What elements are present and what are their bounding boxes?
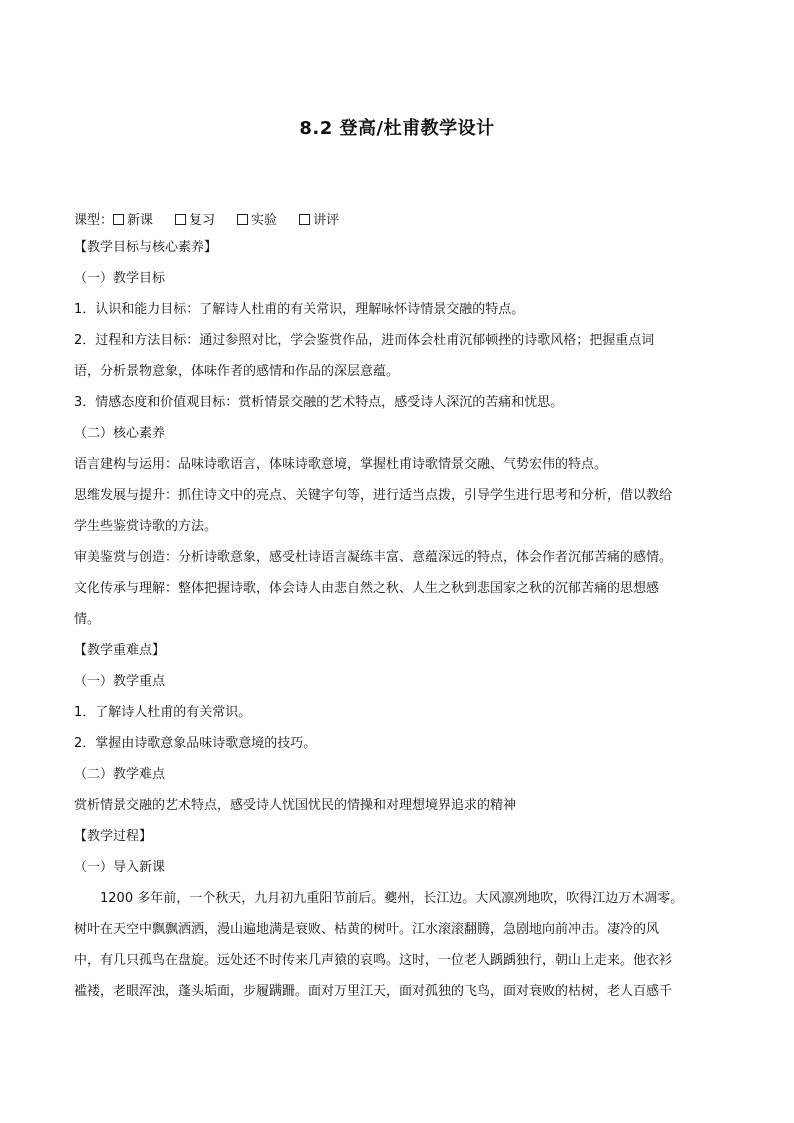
subheader-difficulties: （二）教学难点 xyxy=(74,767,166,782)
core-2-line-2: 学生些鉴赏诗歌的方法。 xyxy=(74,519,218,534)
intro-line-2: 树叶在天空中飘飘洒洒，漫山遍地满是衰败、枯黄的树叶。江水滚滚翻腾，急剧地向前冲击。凄冷的风 xyxy=(74,922,660,937)
goal-1: 1．认识和能力目标：了解诗人杜甫的有关常识，理解咏怀诗情景交融的特点。 xyxy=(74,302,525,317)
option-lecture[interactable]: 讲评 xyxy=(299,209,339,233)
checkbox-icon[interactable] xyxy=(175,214,186,225)
core-4-line-2: 情。 xyxy=(74,612,101,627)
lesson-type-row xyxy=(74,205,720,236)
goal-2-line-2: 语，分析景物意象，体味作者的感情和作品的深层意蕴。 xyxy=(74,364,400,379)
section-header-process: 【教学过程】 xyxy=(74,829,153,844)
core-2-line-1: 思维发展与提升：抓住诗文中的亮点、关键字句等，进行适当点拨，引导学生进行思考和分析，借以教给 xyxy=(74,488,673,503)
option-new-lesson[interactable]: 新课 xyxy=(113,209,153,233)
subheader-key-points: （一）教学重点 xyxy=(74,674,166,689)
key-point-2: 2．掌握由诗歌意象品味诗歌意境的技巧。 xyxy=(74,736,317,751)
goal-2-line-1: 2．过程和方法目标：通过参照对比，学会鉴赏作品，进而体会杜甫沉郁顿挫的诗歌风格；把握重点词 xyxy=(74,333,655,348)
intro-line-1: 1200 多年前，一个秋天，九月初九重阳节前后。夔州，长江边。大风凛冽地吹，吹得江边万木凋零。 xyxy=(100,891,684,906)
core-4-line-1: 文化传承与理解：整体把握诗歌，体会诗人由悲自然之秋、人生之秋到悲国家之秋的沉郁苦痛的思想感 xyxy=(74,581,660,596)
subheader-intro: （一）导入新课 xyxy=(74,860,166,875)
checkbox-icon[interactable] xyxy=(113,214,124,225)
core-3: 审美鉴赏与创造：分析诗歌意象，感受杜诗语言凝练丰富、意蕴深远的特点，体会作者沉郁苦痛的感情。 xyxy=(74,550,673,565)
section-header-key-points: 【教学重难点】 xyxy=(74,643,166,658)
section-header-goals: 【教学目标与核心素养】 xyxy=(74,240,218,255)
difficulty-text: 赏析情景交融的艺术特点，感受诗人忧国忧民的情操和对理想境界追求的精神 xyxy=(74,798,517,813)
core-1: 语言建构与运用：品味诗歌语言，体味诗歌意境，掌握杜甫诗歌情景交融、气势宏伟的特点。 xyxy=(74,457,608,472)
option-review[interactable]: 复习 xyxy=(175,209,215,233)
intro-line-4: 褴褛，老眼浑浊，蓬头垢面，步履蹒跚。面对万里江天，面对孤独的飞鸟，面对衰败的枯树，老人百感千 xyxy=(74,984,673,999)
checkbox-icon[interactable] xyxy=(237,214,248,225)
checkbox-icon[interactable] xyxy=(299,214,310,225)
goal-3: 3．情感态度和价值观目标：赏析情景交融的艺术特点，感受诗人深沉的苦痛和忧思。 xyxy=(74,395,564,410)
document-body xyxy=(74,205,720,1011)
lesson-type-label: 课型： xyxy=(74,212,114,228)
subheader-teaching-goals: （一）教学目标 xyxy=(74,271,166,286)
document-title: 8.2 登高/杜甫教学设计 xyxy=(299,118,495,139)
intro-line-3: 中，有几只孤鸟在盘旋。远处还不时传来几声猿的哀鸣。这时，一位老人踽踽独行，朝山上走来。他衣衫 xyxy=(74,953,673,968)
key-point-1: 1．了解诗人杜甫的有关常识。 xyxy=(74,705,252,720)
option-experiment[interactable]: 实验 xyxy=(237,209,277,233)
subheader-core-literacy: （二）核心素养 xyxy=(74,426,166,441)
